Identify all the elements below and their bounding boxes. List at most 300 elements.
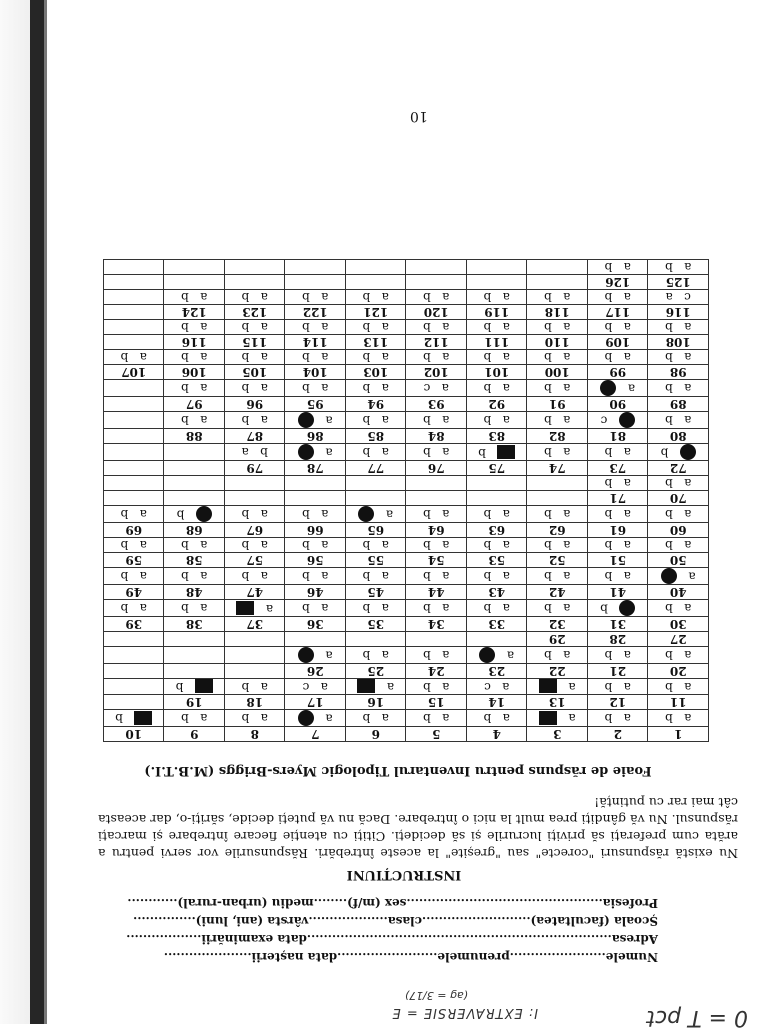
answer-letter: b [176, 508, 185, 522]
answer-options[interactable]: a b [527, 320, 588, 335]
question-number-row [104, 275, 709, 290]
answer-options[interactable]: a b [588, 260, 649, 275]
answer-options[interactable]: a b [164, 710, 225, 727]
question-number: 85 [346, 429, 407, 444]
question-number: 108 [648, 335, 709, 350]
answer-options[interactable] [406, 476, 467, 491]
answer-options[interactable]: a b [406, 600, 467, 617]
answer-options[interactable]: a b [406, 679, 467, 695]
answer-options[interactable] [527, 260, 588, 275]
answer-sheet [40, 120, 768, 1030]
answer-options[interactable] [104, 444, 165, 461]
answer-options[interactable]: a b [406, 647, 467, 664]
answer-options[interactable]: a b [346, 290, 407, 305]
question-number: 64 [406, 523, 467, 538]
filled-answer-dot [619, 413, 635, 429]
answer-options[interactable]: a b [346, 538, 407, 553]
answer-options[interactable]: a b [527, 380, 588, 397]
handwritten-note: I: EXTRAVERSIE = E [391, 1005, 538, 1020]
question-number: 12 [588, 695, 649, 710]
answer-options[interactable] [164, 476, 225, 491]
answer-options[interactable]: a b [164, 412, 225, 429]
question-number: 118 [527, 305, 588, 320]
answer-options[interactable] [527, 679, 588, 695]
answer-options[interactable] [346, 679, 407, 695]
question-number: 104 [285, 365, 346, 380]
question-number: 44 [406, 585, 467, 600]
field-profesia: Profesia...............................................sex (m/f)........mediu (urban-rural)............ [127, 896, 658, 910]
instructions-text: Nu există răspunsuri "corecte" sau "greșite" la aceste întrebări. Răspunsurile vor servi pentru a arăta cum preferați să priviți lucrurile și să decideți. Citiți cu atenție fiecare întrebare și marcați răspunsul. Nu vă gândiți prea mult la nici o întrebare. Dacă nu vă puteți decide, săriți-o, dar aceasta cât mai rar cu putință! [98, 795, 738, 861]
answer-option-row [104, 444, 709, 461]
question-number: 25 [346, 664, 407, 679]
question-number: 74 [527, 461, 588, 476]
question-number: 56 [285, 553, 346, 568]
answer-options[interactable]: a c [467, 679, 528, 695]
answer-option-row [104, 260, 709, 275]
answer-options[interactable] [225, 260, 286, 275]
answer-options[interactable]: a b [467, 380, 528, 397]
question-number: 4 [467, 727, 528, 742]
answer-options[interactable]: a b [346, 350, 407, 365]
question-number: 33 [467, 617, 528, 632]
question-number [104, 695, 165, 710]
question-number [346, 275, 407, 290]
question-number: 24 [406, 664, 467, 679]
answer-options[interactable]: a b [467, 600, 528, 617]
question-number: 121 [346, 305, 407, 320]
answer-options[interactable]: a b [588, 710, 649, 727]
answer-options[interactable]: a b [527, 568, 588, 585]
answer-options[interactable]: a b [648, 350, 709, 365]
question-number: 120 [406, 305, 467, 320]
answer-options[interactable] [648, 568, 709, 585]
answer-options[interactable]: a b [285, 320, 346, 335]
answer-options[interactable]: a b [406, 538, 467, 553]
answer-option-row [104, 290, 709, 305]
answer-options[interactable]: a b [527, 600, 588, 617]
filled-answer-dot [298, 445, 314, 461]
answer-options[interactable]: a b [406, 710, 467, 727]
question-number: 72 [648, 461, 709, 476]
question-number-row [104, 335, 709, 350]
question-number: 100 [527, 365, 588, 380]
answer-options[interactable]: a b [588, 476, 649, 491]
question-number [164, 491, 225, 506]
question-number: 55 [346, 553, 407, 568]
answer-letter: a [385, 508, 394, 522]
answer-options[interactable]: a b [588, 647, 649, 664]
answer-options[interactable]: b a [225, 444, 286, 461]
answer-options[interactable]: a b [406, 444, 467, 461]
answer-options[interactable]: a b [164, 380, 225, 397]
question-number: 116 [648, 305, 709, 320]
question-number: 116 [164, 335, 225, 350]
question-number: 123 [225, 305, 286, 320]
filled-answer-square [195, 680, 213, 694]
question-number: 113 [346, 335, 407, 350]
answer-options[interactable] [285, 444, 346, 461]
question-number: 124 [164, 305, 225, 320]
answer-options[interactable]: a b [648, 600, 709, 617]
question-number: 20 [648, 664, 709, 679]
question-number-row [104, 461, 709, 476]
question-number [225, 275, 286, 290]
question-number: 79 [225, 461, 286, 476]
answer-letter: c [600, 414, 608, 428]
filled-answer-square [357, 680, 375, 694]
answer-options[interactable] [225, 647, 286, 664]
question-number: 18 [225, 695, 286, 710]
question-number: 106 [164, 365, 225, 380]
answer-options[interactable]: a b [527, 506, 588, 523]
answer-options[interactable] [527, 710, 588, 727]
answer-options[interactable] [164, 260, 225, 275]
answer-options[interactable]: a b [648, 506, 709, 523]
answer-options[interactable]: a b [467, 710, 528, 727]
answer-options[interactable]: a b [467, 568, 528, 585]
question-number: 69 [104, 523, 165, 538]
question-number-row [104, 305, 709, 320]
answer-options[interactable]: a b [104, 506, 165, 523]
answer-options[interactable]: a b [588, 444, 649, 461]
answer-options[interactable]: a b [225, 679, 286, 695]
answer-options[interactable]: a b [588, 679, 649, 695]
answer-options[interactable]: a b [225, 412, 286, 429]
answer-options[interactable] [648, 444, 709, 461]
answer-options[interactable]: a b [346, 568, 407, 585]
question-number: 17 [285, 695, 346, 710]
answer-options[interactable] [467, 260, 528, 275]
filled-answer-dot [298, 413, 314, 429]
answer-options[interactable]: a b [285, 290, 346, 305]
answer-options[interactable]: a c [285, 679, 346, 695]
question-number: 46 [285, 585, 346, 600]
sheet-title: Foaie de răspuns pentru Inventarul Tipologic Myers-Briggs (M.B.T.I.) [144, 763, 652, 778]
answer-options[interactable] [285, 412, 346, 429]
question-number: 80 [648, 429, 709, 444]
answer-options[interactable]: a b [527, 350, 588, 365]
answer-letter: b [115, 711, 123, 726]
answer-options[interactable]: c a [648, 290, 709, 305]
answer-options[interactable] [346, 506, 407, 523]
answer-options[interactable]: a b [467, 506, 528, 523]
question-number-row [104, 617, 709, 632]
answer-options[interactable]: a b [225, 380, 286, 397]
answer-options[interactable]: a b [225, 538, 286, 553]
field-numele: Numele.......................prenumele........................data nașterii..................... [163, 950, 658, 964]
answer-options[interactable]: a b [346, 412, 407, 429]
answer-options[interactable]: a b [285, 350, 346, 365]
answer-options[interactable] [164, 444, 225, 461]
question-number: 112 [406, 335, 467, 350]
question-number: 82 [527, 429, 588, 444]
question-number [104, 632, 165, 647]
answer-options[interactable]: a b [225, 320, 286, 335]
answer-options[interactable]: a b [346, 600, 407, 617]
answer-option-row [104, 350, 709, 365]
question-number: 67 [225, 523, 286, 538]
answer-options[interactable]: a b [406, 568, 467, 585]
question-number-row [104, 553, 709, 568]
question-number: 91 [527, 397, 588, 412]
answer-options[interactable] [285, 710, 346, 727]
answer-options[interactable]: a b [406, 290, 467, 305]
answer-options[interactable]: a b [527, 444, 588, 461]
question-number [225, 664, 286, 679]
answer-options[interactable]: a b [648, 679, 709, 695]
answer-options[interactable]: a b [285, 538, 346, 553]
answer-option-row [104, 412, 709, 429]
question-number: 102 [406, 365, 467, 380]
answer-options[interactable]: a b [467, 290, 528, 305]
handwritten-note-2: (ag = 3/17) [404, 989, 468, 1002]
question-number: 97 [164, 397, 225, 412]
answer-options[interactable]: a b [225, 710, 286, 727]
answer-grid [103, 260, 709, 743]
answer-option-row [104, 647, 709, 664]
filled-answer-dot [298, 710, 314, 726]
question-number: 93 [406, 397, 467, 412]
question-number: 96 [225, 397, 286, 412]
answer-options[interactable]: a b [225, 506, 286, 523]
question-number: 41 [588, 585, 649, 600]
answer-options[interactable]: a b [164, 320, 225, 335]
answer-options[interactable]: a b [164, 538, 225, 553]
answer-options[interactable]: a b [164, 350, 225, 365]
answer-options[interactable]: a b [225, 350, 286, 365]
answer-options[interactable]: a b [648, 476, 709, 491]
answer-options[interactable] [104, 710, 165, 727]
answer-options[interactable]: a b [285, 568, 346, 585]
answer-options[interactable] [285, 647, 346, 664]
answer-options[interactable] [467, 444, 528, 461]
answer-options[interactable]: a b [406, 320, 467, 335]
answer-options[interactable] [104, 476, 165, 491]
question-number: 103 [346, 365, 407, 380]
question-number-row [104, 585, 709, 600]
answer-options[interactable] [225, 600, 286, 617]
answer-options[interactable] [104, 320, 165, 335]
question-number: 37 [225, 617, 286, 632]
question-number: 75 [467, 461, 528, 476]
answer-options[interactable]: a b [648, 710, 709, 727]
answer-options[interactable]: a b [104, 350, 165, 365]
filled-answer-square [236, 601, 254, 615]
answer-options[interactable]: a b [467, 350, 528, 365]
question-number: 71 [588, 491, 649, 506]
question-number: 109 [588, 335, 649, 350]
question-number [104, 335, 165, 350]
question-number: 90 [588, 397, 649, 412]
question-number: 8 [225, 727, 286, 742]
question-number: 110 [527, 335, 588, 350]
answer-option-row [104, 506, 709, 523]
question-number: 28 [588, 632, 649, 647]
answer-options[interactable] [588, 412, 649, 429]
answer-options[interactable]: a b [648, 260, 709, 275]
question-number: 77 [346, 461, 407, 476]
answer-options[interactable]: a b [346, 320, 407, 335]
question-number: 117 [588, 305, 649, 320]
answer-option-row [104, 320, 709, 335]
question-number [225, 491, 286, 506]
answer-options[interactable] [527, 476, 588, 491]
answer-options[interactable]: a b [648, 380, 709, 397]
question-number: 23 [467, 664, 528, 679]
filled-answer-square [539, 711, 557, 725]
answer-options[interactable] [346, 260, 407, 275]
answer-options[interactable]: a b [285, 380, 346, 397]
question-number [285, 491, 346, 506]
question-number [467, 491, 528, 506]
answer-options[interactable]: a b [588, 320, 649, 335]
answer-letter: a [627, 382, 636, 396]
question-number: 49 [104, 585, 165, 600]
answer-options[interactable]: a b [225, 290, 286, 305]
question-number: 107 [104, 365, 165, 380]
answer-options[interactable]: a b [648, 538, 709, 553]
instructions-heading: INSTRUCȚIUNI [346, 867, 462, 882]
answer-options[interactable] [164, 679, 225, 695]
answer-option-row [104, 568, 709, 585]
answer-letter: b [660, 446, 669, 460]
filled-answer-square [539, 680, 557, 694]
field-adresa: Adresa.........................................................................data examinării.................. [126, 932, 658, 946]
question-number-row [104, 664, 709, 679]
question-number [527, 275, 588, 290]
answer-options[interactable]: a b [104, 538, 165, 553]
handwritten-score: 0 = T pct [646, 1005, 748, 1030]
answer-options[interactable] [104, 260, 165, 275]
question-number [164, 632, 225, 647]
answer-options[interactable]: a b [346, 380, 407, 397]
answer-option-row [104, 600, 709, 617]
question-number [104, 429, 165, 444]
filled-answer-dot [680, 445, 696, 461]
answer-options[interactable]: a b [527, 538, 588, 553]
answer-options[interactable] [104, 290, 165, 305]
question-number: 115 [225, 335, 286, 350]
question-number: 62 [527, 523, 588, 538]
answer-options[interactable]: a b [648, 412, 709, 429]
question-number [406, 632, 467, 647]
answer-options[interactable]: a b [527, 412, 588, 429]
answer-options[interactable]: a b [225, 568, 286, 585]
question-number: 60 [648, 523, 709, 538]
answer-options[interactable]: a b [104, 600, 165, 617]
question-number: 65 [346, 523, 407, 538]
question-number: 7 [285, 727, 346, 742]
answer-options[interactable] [285, 476, 346, 491]
answer-option-row [104, 538, 709, 553]
answer-options[interactable] [104, 380, 165, 397]
answer-options[interactable]: a b [648, 320, 709, 335]
answer-options[interactable] [467, 647, 528, 664]
question-number: 32 [527, 617, 588, 632]
answer-options[interactable] [346, 476, 407, 491]
question-number: 35 [346, 617, 407, 632]
answer-letter: a [325, 446, 333, 460]
answer-options[interactable] [588, 380, 649, 397]
answer-options[interactable]: a b [467, 412, 528, 429]
answer-letter: a [506, 649, 515, 663]
answer-options[interactable]: a b [164, 600, 225, 617]
question-number: 83 [467, 429, 528, 444]
answer-options[interactable] [104, 679, 165, 695]
answer-options[interactable]: a b [406, 350, 467, 365]
answer-options[interactable]: a b [406, 412, 467, 429]
answer-option-row [104, 679, 709, 695]
answer-options[interactable]: a b [346, 444, 407, 461]
question-number: 50 [648, 553, 709, 568]
answer-options[interactable] [104, 647, 165, 664]
question-number: 42 [527, 585, 588, 600]
answer-options[interactable]: a b [588, 350, 649, 365]
question-number [104, 275, 165, 290]
answer-option-row [104, 380, 709, 397]
answer-option-row [104, 476, 709, 491]
answer-options[interactable]: a b [588, 506, 649, 523]
answer-letter: a [325, 649, 333, 663]
question-number [164, 461, 225, 476]
question-number [164, 275, 225, 290]
answer-options[interactable]: a b [104, 568, 165, 585]
question-number: 59 [104, 553, 165, 568]
answer-options[interactable]: a b [164, 290, 225, 305]
answer-options[interactable]: a b [164, 568, 225, 585]
answer-options[interactable]: a b [346, 710, 407, 727]
question-number [104, 461, 165, 476]
question-number: 57 [225, 553, 286, 568]
answer-letter: a [688, 570, 696, 584]
answer-options[interactable] [588, 600, 649, 617]
question-number: 1 [648, 727, 709, 742]
question-number: 126 [588, 275, 649, 290]
answer-options[interactable] [285, 260, 346, 275]
question-number [104, 664, 165, 679]
question-number: 78 [285, 461, 346, 476]
answer-options[interactable]: a b [467, 538, 528, 553]
answer-options[interactable]: a b [406, 506, 467, 523]
answer-options[interactable]: a b [527, 290, 588, 305]
answer-options[interactable]: a b [527, 647, 588, 664]
answer-options[interactable]: a b [588, 568, 649, 585]
answer-options[interactable] [164, 647, 225, 664]
question-number: 5 [406, 727, 467, 742]
answer-options[interactable]: a b [588, 290, 649, 305]
answer-options[interactable] [467, 476, 528, 491]
answer-options[interactable] [164, 506, 225, 523]
answer-options[interactable]: a b [588, 538, 649, 553]
answer-options[interactable]: a b [346, 647, 407, 664]
filled-answer-dot [479, 648, 495, 664]
scanner-shadow [0, 0, 30, 1024]
question-number-row [104, 491, 709, 506]
answer-options[interactable]: a b [467, 320, 528, 335]
answer-options[interactable] [104, 412, 165, 429]
answer-options[interactable]: a b [285, 600, 346, 617]
question-number: 47 [225, 585, 286, 600]
answer-options[interactable] [225, 476, 286, 491]
filled-answer-dot [358, 507, 374, 523]
answer-options[interactable]: a c [406, 380, 467, 397]
question-number: 2 [588, 727, 649, 742]
answer-letter: a [568, 680, 576, 694]
answer-options[interactable]: a b [285, 506, 346, 523]
question-number: 19 [164, 695, 225, 710]
answer-options[interactable] [406, 260, 467, 275]
answer-options[interactable]: a b [648, 647, 709, 664]
